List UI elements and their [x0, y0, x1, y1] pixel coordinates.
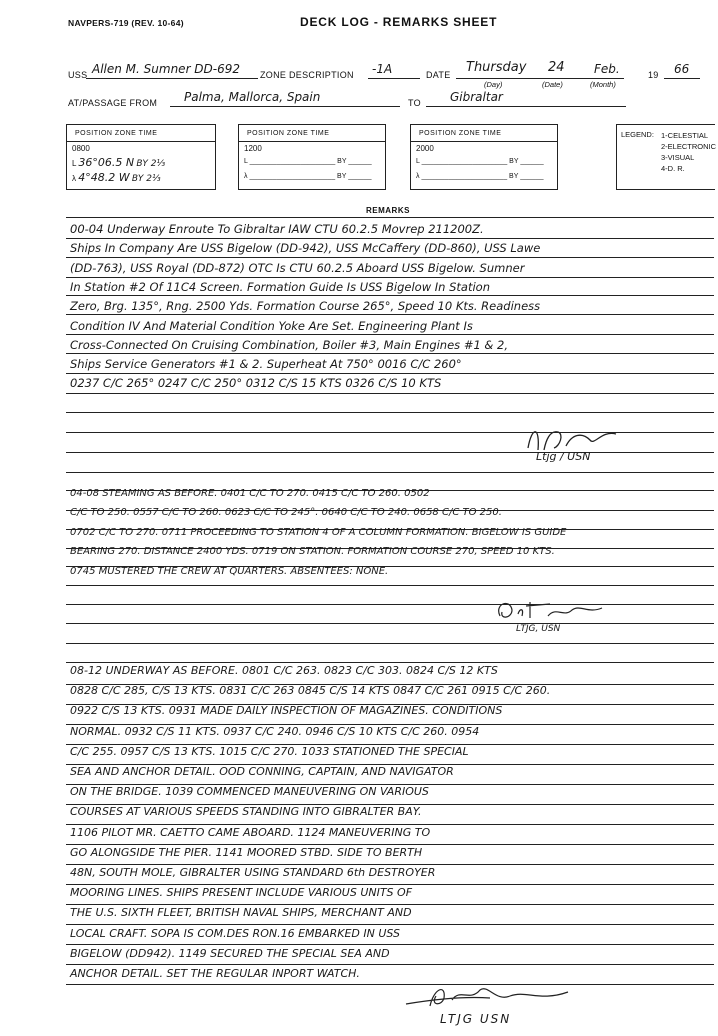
log-line: Cross-Connected On Cruising Combination, Boiler #3, Main Engines #1 & 2, [70, 337, 509, 352]
log-line: 00-04 Underway Enroute To Gibraltar IAW CTU 60.2.5 Movrep 211200Z. [70, 222, 484, 236]
position-header: POSITION ZONE TIME [75, 130, 158, 137]
legend-title: LEGEND: [621, 130, 654, 139]
remarks-label: REMARKS [366, 206, 410, 215]
position-time: 2000 [416, 144, 434, 153]
log-line: Condition IV And Material Condition Yoke Are Set. Engineering Plant Is [70, 318, 473, 333]
month-caption: (Month) [590, 80, 616, 89]
ship-name: Allen M. Sumner DD-692 [92, 62, 241, 76]
log-line: BEARING 270. DISTANCE 2400 YDS. 0719 ON STATION. FORMATION COURSE 270, SPEED 10 KTS. [70, 546, 555, 558]
latitude-row: L ______________________ BY ______ [416, 158, 544, 165]
form-title: DECK LOG - REMARKS SHEET [300, 15, 498, 29]
year-value: 66 [674, 62, 690, 76]
log-line: THE U.S. SIXTH FLEET, BRITISH NAVAL SHIPS, MERCHANT AND [70, 906, 412, 920]
log-line: 0922 C/S 13 KTS. 0931 MADE DAILY INSPECTION OF MAGAZINES. CONDITIONS [70, 704, 503, 718]
year-prefix: 19 [648, 70, 659, 80]
log-line: C/C 255. 0957 C/S 13 KTS. 1015 C/C 270. 1033 STATIONED THE SPECIAL [70, 744, 469, 758]
legend-item-electronic: 2-ELECTRONIC [661, 142, 717, 151]
signature-title-entry-1: Ltjg / USN [536, 450, 591, 463]
longitude-row: λ ______________________ BY ______ [244, 173, 372, 180]
month-value: Feb. [594, 62, 620, 76]
longitude-row: λ 4°48.2 W BY 2¹⁄₃ [72, 171, 161, 184]
longitude-by: BY 2¹⁄₃ [131, 174, 161, 184]
latitude-row: L 36°06.5 N BY 2¹⁄₃ [72, 156, 166, 169]
zone-value: -1A [372, 62, 393, 76]
log-line: Ships In Company Are USS Bigelow (DD-942), USS McCaffery (DD-860), USS Lawe [70, 241, 541, 256]
form-id: NAVPERS-719 (REV. 10-64) [68, 18, 184, 28]
log-line: 0828 C/C 285, C/S 13 KTS. 0831 C/C 263 0845 C/S 14 KTS 0847 C/C 261 0915 C/C 260. [70, 684, 551, 698]
legend-item-dr: 4-D. R. [661, 164, 685, 173]
to-label: TO [408, 98, 421, 108]
passage-from: Palma, Mallorca, Spain [184, 90, 321, 104]
log-line: 0702 C/C TO 270. 0711 PROCEEDING TO STATION 4 OF A COLUMN FORMATION. BIGELOW IS GUIDE [70, 526, 567, 538]
position-box-0800 [66, 124, 216, 190]
passage-to: Gibraltar [450, 90, 503, 104]
log-line: ON THE BRIDGE. 1039 COMMENCED MANEUVERING ON VARIOUS [70, 785, 429, 799]
latitude-row: L ______________________ BY ______ [244, 158, 372, 165]
latitude-value: 36°06.5 N [78, 156, 135, 169]
signature-title-entry-2: LTJG, USN [516, 624, 561, 634]
position-box-1200 [238, 124, 386, 190]
day-value: Thursday [466, 60, 527, 75]
at-passage-label: AT/PASSAGE FROM [68, 98, 158, 108]
zone-description-label: ZONE DESCRIPTION [260, 70, 354, 80]
legend-box [616, 124, 715, 190]
log-line: Ships Service Generators #1 & 2. Superheat At 750° 0016 C/C 260° [70, 357, 462, 372]
position-header: POSITION ZONE TIME [419, 130, 502, 137]
log-line: BIGELOW (DD942). 1149 SECURED THE SPECIAL SEA AND [70, 946, 390, 960]
signature-entry-2 [490, 594, 620, 626]
log-line: 08-12 UNDERWAY AS BEFORE. 0801 C/C 263. 0823 C/C 303. 0824 C/S 12 KTS [70, 664, 498, 677]
position-box-2000 [410, 124, 558, 190]
uss-label: USS [68, 70, 88, 80]
latitude-by: BY 2¹⁄₃ [136, 159, 166, 169]
date-value: 24 [548, 60, 565, 75]
log-line: MOORING LINES. SHIPS PRESENT INCLUDE VARIOUS UNITS OF [70, 886, 413, 900]
log-line: In Station #2 Of 11C4 Screen. Formation Guide Is USS Bigelow In Station [70, 279, 490, 294]
log-line: ANCHOR DETAIL. SET THE REGULAR INPORT WATCH. [70, 967, 360, 980]
position-header: POSITION ZONE TIME [247, 130, 330, 137]
log-line: GO ALONGSIDE THE PIER. 1141 MOORED STBD. SIDE TO BERTH [70, 845, 423, 859]
log-line: Zero, Brg. 135°, Rng. 2500 Yds. Formation Course 265°, Speed 10 Kts. Readiness [70, 299, 541, 314]
log-line: 04-08 STEAMING AS BEFORE. 0401 C/C TO 270. 0415 C/C TO 260. 0502 [70, 488, 430, 499]
legend-item-visual: 3-VISUAL [661, 153, 695, 162]
log-line: NORMAL. 0932 C/S 11 KTS. 0937 C/C 240. 0946 C/S 10 KTS C/C 260. 0954 [70, 724, 480, 738]
date-label: DATE [426, 70, 451, 80]
position-time: 0800 [72, 144, 90, 153]
position-time: 1200 [244, 144, 262, 153]
legend-item-celestial: 1-CELESTIAL [661, 131, 709, 140]
log-line: C/C TO 250. 0557 C/C TO 260. 0623 C/C TO 245°. 0640 C/C TO 240. 0658 C/C TO 250. [70, 507, 502, 519]
log-line: 0237 C/C 265° 0247 C/C 250° 0312 C/S 15 KTS 0326 C/S 10 KTS [70, 376, 442, 391]
log-line: 1106 PILOT MR. CAETTO CAME ABOARD. 1124 MANEUVERING TO [70, 825, 431, 839]
log-line: SEA AND ANCHOR DETAIL. OOD CONNING, CAPTAIN, AND NAVIGATOR [70, 765, 454, 778]
longitude-value: 4°48.2 W [78, 171, 130, 184]
log-line: 0745 MUSTERED THE CREW AT QUARTERS. ABSENTEES: NONE. [70, 565, 389, 577]
log-line: COURSES AT VARIOUS SPEEDS STANDING INTO GIBRALTER BAY. [70, 805, 422, 819]
signature-title-entry-3: LTJG USN [440, 1012, 512, 1026]
signature-entry-3 [400, 980, 580, 1012]
log-line: LOCAL CRAFT. SOPA IS COM.DES RON.16 EMBARKED IN USS [70, 926, 400, 940]
log-line: (DD-763), USS Royal (DD-872) OTC Is CTU 60.2.5 Aboard USS Bigelow. Sumner [70, 260, 525, 275]
log-line: 48N, SOUTH MOLE, GIBRALTER USING STANDARD 6th DESTROYER [70, 866, 436, 879]
date-caption: (Date) [542, 80, 563, 89]
longitude-row: λ ______________________ BY ______ [416, 173, 544, 180]
day-caption: (Day) [484, 80, 503, 89]
